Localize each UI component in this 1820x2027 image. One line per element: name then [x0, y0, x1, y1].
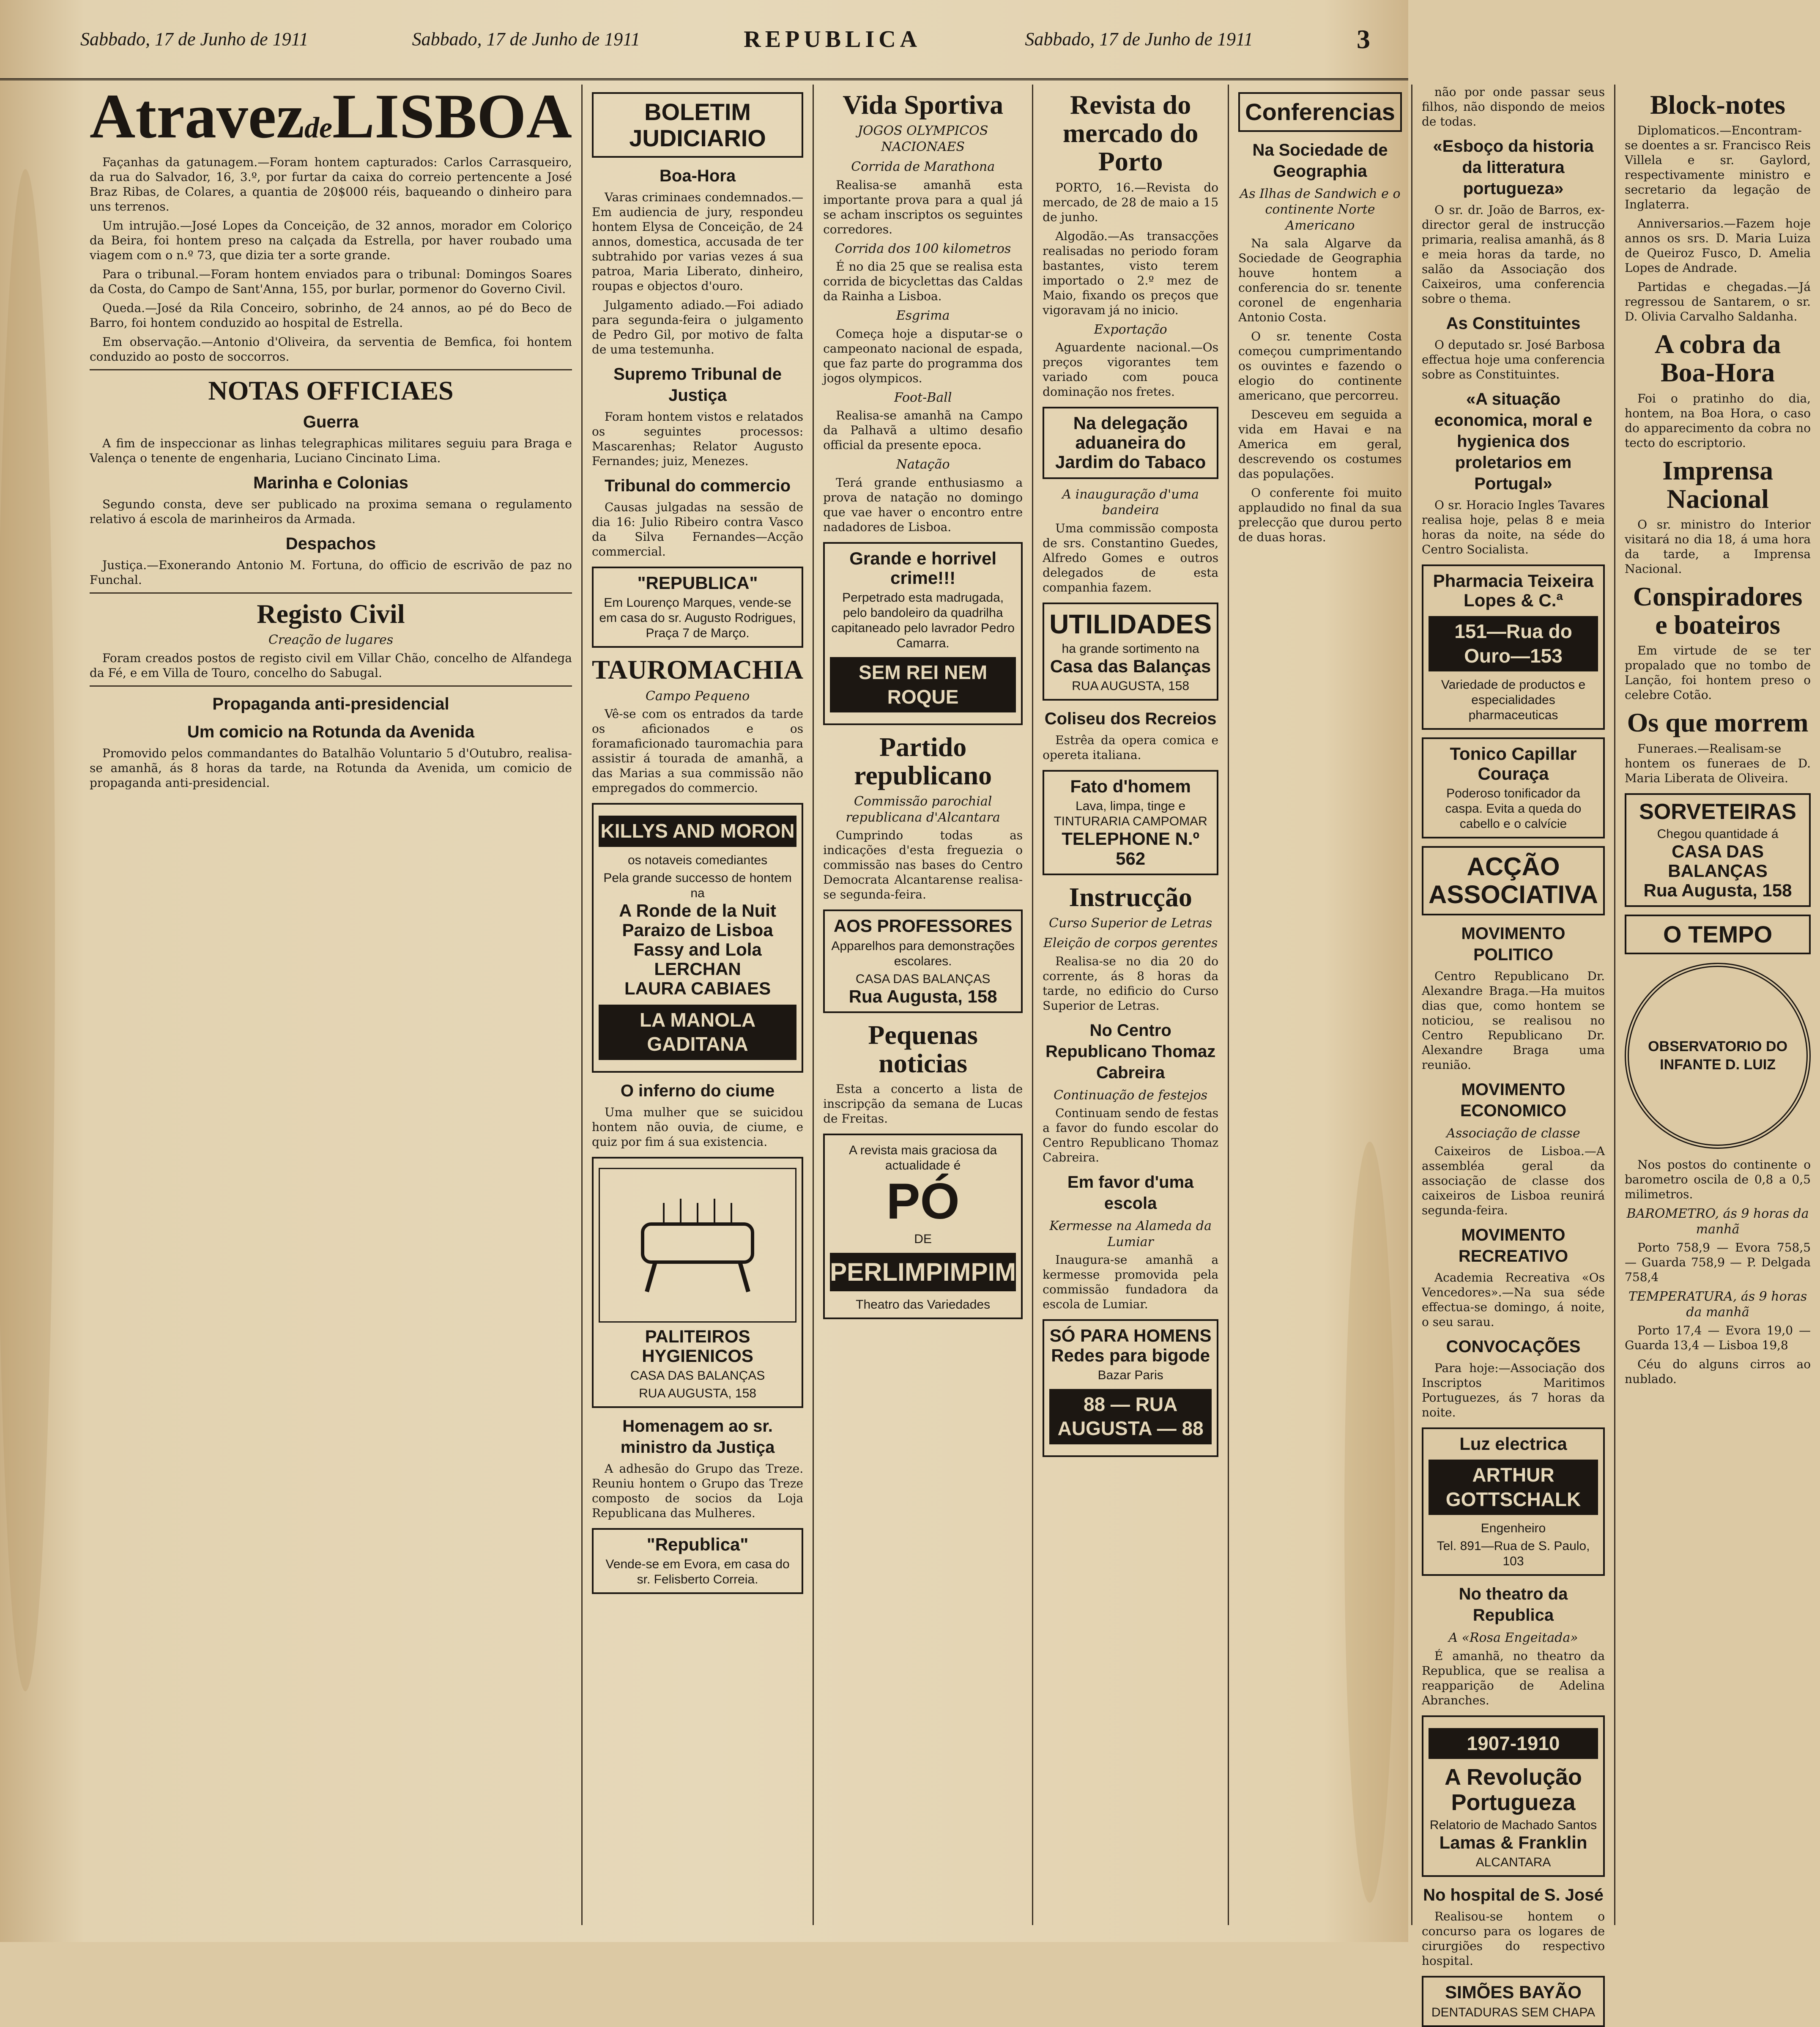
movimento-economico-heading: MOVIMENTO ECONOMICO [1460, 1080, 1567, 1120]
article-paragraph: Centro Republicano Dr. Alexandre Braga.—Ha muitos dias que, como hontem se noticiou, se realisou no Centro Republicano Dr. Alexandre Braga uma reunião. [1421, 969, 1605, 1072]
article-paragraph: Nos postos do continente o barometro oscila de 0,8 a 0,5 milimetros. [1625, 1157, 1811, 1201]
inferno-ciume-heading: O inferno do ciume [620, 1081, 775, 1100]
movimento-politico-heading: MOVIMENTO POLITICO [1461, 924, 1565, 964]
comicio-heading: Um comicio na Rotunda da Avenida [187, 722, 475, 741]
centro-thomaz-cabreira-heading: No Centro Republicano Thomaz Cabreira [1045, 1021, 1216, 1082]
ad-line: LERCHAN [654, 959, 741, 979]
ad-line: KILLYS AND MORON [599, 816, 796, 847]
professores-ad [823, 909, 1023, 1013]
favor-escola-heading: Em favor d'uma escola [1067, 1173, 1194, 1213]
natacao-subheading: Natação [896, 457, 950, 472]
article-paragraph: Estrêa da opera comica e opereta italiana. [1043, 733, 1219, 762]
ad-line: Casa das Balanças [1050, 656, 1211, 677]
o-tempo-box [1625, 915, 1811, 954]
corrida-100km-subheading: Corrida dos 100 kilometros [835, 241, 1011, 256]
article-paragraph: O sr. Horacio Ingles Tavares realisa hoje, pelas 8 e meia horas da noite, na séde do Centro Socialista. [1421, 498, 1605, 556]
sociedade-geographia-subheading: Na Sociedade de Geographia [1252, 140, 1388, 181]
subheading-marinha: Marinha e Colonias [253, 474, 408, 493]
republica-box-title: "REPUBLICA" [637, 573, 758, 593]
article-paragraph: Diplomaticos.—Encontram-se doentes a sr. Francisco Reis Villela e sr. Gaylord, respectivamente ministro e secretario da legação de Inglaterra. [1625, 123, 1811, 212]
ad-line: A Revolução Portugueza [1444, 1764, 1582, 1815]
movimento-recreativo-heading: MOVIMENTO RECREATIVO [1458, 1226, 1568, 1266]
heading-de: de [304, 112, 333, 144]
ad-line: Lava, limpa, tinge e TINTURARIA CAMPOMAR [1054, 799, 1207, 829]
column-1 [80, 81, 583, 1925]
coliseu-heading: Coliseu dos Recreios [1044, 709, 1217, 729]
o-tempo-heading: O TEMPO [1663, 921, 1773, 948]
article-paragraph: Algodão.—As transacções realisadas no periodo foram bastantes, visto terem importado o 2.º mez de Maio, fixando os preços que vigoravam já no inicio. [1043, 229, 1219, 317]
article-paragraph: A adhesão do Grupo das Treze. Reuniu hontem o Grupo das Treze composto de socios da Loja Republicana das Mulheres. [592, 1461, 804, 1520]
subheading-guerra: Guerra [303, 413, 359, 432]
article-paragraph: Justiça.—Exonerando Antonio M. Fortuna, do officio de escrivão de paz no Funchal. [90, 558, 572, 587]
article-paragraph: O sr. ministro do Interior visitará no dia 18, á uma hora da tarde, a Imprensa Nacional. [1625, 517, 1811, 576]
article-paragraph: Varas criminaes condemnados.—Em audiencia de jury, respondeu hontem Elysa de Conceição, de 24 annos, domestica, accusada de ter subtrahido por varias vezes á sua patroa, Maria Liberato, dinheiro, roupas e objectos d'ouro. [592, 190, 804, 293]
convocacoes-heading: CONVOCAÇÕES [1446, 1337, 1581, 1356]
esboco-historia-heading: «Esboço da historia da litteratura portugueza» [1433, 137, 1594, 198]
ad-line: DE [914, 1232, 932, 1246]
ad-line: SORVETEIRAS [1639, 799, 1796, 824]
article-paragraph: Começa hoje a disputar-se o campeonato nacional de espada, que faz parte do programma dos jogos olympicos. [823, 326, 1023, 385]
masthead: REPUBLICA [744, 26, 922, 52]
running-head-center-date: Sabbado, 17 de Junho de 1911 [412, 29, 640, 49]
article-paragraph: O sr. dr. João de Barros, ex-director geral de instrucção primaria, realisa amanhã, ás 8 e meia horas da tarde, no salão da Associação dos Caixeiros, uma conferencia sobre o thema. [1421, 203, 1605, 306]
jogos-olympicos-subheading: JOGOS OLYMPICOS NACIONAES [857, 123, 988, 154]
article-paragraph: Para hoje:—Associação dos Inscriptos Maritimos Portuguezes, ás 7 horas da noite. [1421, 1361, 1605, 1420]
column-6 [1412, 85, 1615, 2019]
article-paragraph: Uma mulher que se suicidou hontem não ouvia, de ciume, e quiz por fim á sua existencia. [592, 1105, 804, 1149]
ad-line: LAURA CABIAES [624, 978, 771, 999]
registo-civil-heading: Registo Civil [257, 599, 405, 629]
article-paragraph: Continuam sendo de festas a favor do fundo escolar do Centro Republicano Thomaz Cabreira. [1043, 1106, 1219, 1165]
conspiradores-heading: Conspiradores e boateiros [1633, 581, 1803, 640]
tribunal-commercio-heading: Tribunal do commercio [605, 477, 791, 496]
ad-line: Engenheiro [1481, 1521, 1546, 1536]
article-paragraph: Uma commissão composta de srs. Constantino Guedes, Alfredo Gomes e outros delegados de esta companhia fazem. [1043, 521, 1219, 594]
ad-line: Relatorio de Machado Santos [1429, 1818, 1597, 1833]
ad-line: Rua Augusta, 158 [848, 986, 997, 1006]
article-paragraph: Promovido pelos commandantes do Batalhão Voluntario 5 d'Outubro, realisa-se amanhã, ás 8 horas da tarde, na Rotunda da Avenida, um comicio de propaganda anti-presidencial. [90, 746, 572, 790]
homenagem-heading: Homenagem ao sr. ministro da Justiça [620, 1416, 775, 1457]
rosa-engeitada-subheading: A «Rosa Engeitada» [1448, 1630, 1578, 1646]
ad-line: SIMÕES BAYÃO [1445, 1982, 1582, 2002]
killys-moron-ad [592, 803, 803, 1072]
boletim-judiciario-box [592, 92, 803, 158]
article-paragraph: Academia Recreativa «Os Vencedores».—Na sua séde effectua-se domingo, á noite, o seu sarau. [1421, 1271, 1605, 1329]
ad-line: Chegou quantidade á [1657, 827, 1779, 841]
ad-line: PERLIMPIMPIM [830, 1253, 1016, 1291]
ad-line: PÓ [886, 1173, 960, 1230]
grande-crime-ad [823, 542, 1023, 725]
divider [90, 685, 572, 687]
article-paragraph: Terá grande enthusiasmo a prova de natação no domingo que vae haver o encontro entre nadadores de Lisboa. [823, 475, 1023, 534]
ad-line: Na delegação aduaneira do Jardim do Tabaco [1055, 413, 1206, 472]
article-paragraph: Caixeiros de Lisboa.—A assembléa geral da associação de classe dos caixeiros de Lisboa reunirá segunda-feira. [1421, 1144, 1605, 1218]
associacao-classe-subheading: Associação de classe [1446, 1126, 1580, 1141]
ad-line: CASA DAS BALANÇAS [630, 1368, 765, 1383]
republica-box-text: Em Lourenço Marques, vende-se em casa do sr. Augusto Rodrigues, Praça 7 de Março. [599, 596, 796, 641]
constituintes-heading: As Constituintes [1446, 314, 1581, 333]
article-paragraph: Porto 17,4 — Evora 19,0 — Guarda 13,4 — Lisboa 19,8 [1625, 1323, 1811, 1352]
article-paragraph: Em virtude de se ter propalado que no tombo de Lanção, foi hontem preso o celebre Cotão. [1625, 644, 1811, 702]
os-que-morrem-heading: Os que morrem [1627, 707, 1809, 738]
tonico-capillar-ad [1422, 737, 1605, 838]
article-paragraph: O sr. tenente Costa começou cumprimentando os ouvintes e fazendo o elogio do continente americano, que percorreu. [1238, 329, 1402, 403]
eleicao-subheading: Eleição de corpos gerentes [1043, 936, 1218, 951]
fato-homem-ad [1043, 770, 1218, 875]
ad-line: Tonico Capillar Couraça [1450, 744, 1577, 783]
ad-line: TELEPHONE N.º 562 [1062, 829, 1199, 868]
ad-line: A revista mais graciosa da actualidade é [849, 1143, 997, 1173]
article-paragraph: A fim de inspeccionar as linhas telegraphicas militares seguiu para Braga e Valença o tenente de engenharia, Luciano Cincinato Lima. [90, 436, 572, 466]
tauromachia-heading: TAUROMACHIA [592, 655, 804, 685]
ilhas-sandwich-subheading: As Ilhas de Sandwich e o continente Norte Americano [1240, 186, 1401, 233]
ad-line: Bazar Paris [1097, 1368, 1163, 1382]
accao-associativa-box [1422, 846, 1605, 915]
kermesse-subheading: Kermesse na Alameda da Lumiar [1049, 1219, 1212, 1249]
ad-line: Perpetrado esta madrugada, pelo bandoleiro da quadrilha capitaneado pelo lavrador Pedro Camarra. [831, 591, 1015, 651]
instruccao-heading: Instrucção [1069, 882, 1192, 912]
article-paragraph: não por onde passar seus filhos, não dispondo de meios de todas. [1421, 85, 1605, 129]
ad-line: Tel. 891—Rua de S. Paulo, 103 [1437, 1539, 1590, 1569]
ad-line: Pela grande successo de hontem na [603, 871, 792, 900]
ad-line: AOS PROFESSORES [833, 916, 1013, 936]
article-paragraph: Para o tribunal.—Foram hontem enviados para o tribunal: Domingos Soares da Costa, do Campo de Sant'Anna, 155, por burlar, pormenor do Governo Civil. [90, 267, 572, 296]
ad-line: CASA DAS BALANÇAS [855, 972, 991, 986]
so-para-homens-ad [1043, 1319, 1218, 1457]
ad-line: Poderoso tonificador da caspa. Evita a queda do cabello e o calvície [1445, 786, 1582, 831]
article-paragraph: Julgamento adiado.—Foi adiado para segunda-feira o julgamento de Pedro Gil, por motivo de falta de uma testemunha. [592, 298, 804, 357]
ad-line: Rua Augusta, 158 [1643, 880, 1792, 901]
republica-sale-box [592, 567, 803, 648]
article-paragraph: Cumprindo todas as indicações d'esta freguezia o commissão nas bases do Centro Democrata Alcantarense realisa-se segunda-feira. [823, 828, 1023, 902]
article-paragraph: Anniversarios.—Fazem hoje annos os srs. D. Maria Luiza de Queiroz Fusco, D. Amelia Lopes de Andrade. [1625, 216, 1811, 275]
ad-line: LA MANOLA GADITANA [599, 1005, 796, 1060]
ad-line: UTILIDADES [1049, 608, 1212, 639]
ad-line: SEM REI NEM ROQUE [830, 657, 1016, 712]
bandeira-subheading: A inauguração d'uma bandeira [1062, 487, 1199, 518]
hospital-sao-jose-heading: No hospital de S. José [1423, 1886, 1604, 1905]
perlimpimpim-ad [823, 1134, 1023, 1319]
ad-line: ha grande sortimento na [1062, 642, 1199, 656]
column-4 [1033, 85, 1229, 1925]
ad-line: A Ronde de la Nuit [619, 900, 776, 920]
foot-ball-subheading: Foot-Ball [894, 390, 952, 405]
sorveteiras-ad [1625, 793, 1811, 907]
article-paragraph: Partidas e chegadas.—Já regressou de Santarem, o sr. D. Olivia Carvalho Saldanha. [1625, 280, 1811, 324]
article-paragraph: Realisa-se no dia 20 do corrente, ás 8 horas da tarde, no edificio do Curso Superior de Letras. [1043, 954, 1219, 1013]
column-3 [814, 85, 1033, 1925]
utilidades-ad [1043, 603, 1218, 701]
festejos-subheading: Continuação de festejos [1054, 1087, 1208, 1103]
atravez-de-lisboa-heading [90, 81, 572, 151]
exportacao-subheading: Exportação [1094, 322, 1167, 337]
running-head-right-date: Sabbado, 17 de Junho de 1911 [1025, 29, 1253, 49]
ad-line: Grande e horrivel crime!!! [849, 548, 997, 588]
pharmacia-ad [1422, 564, 1605, 730]
simoes-bayao-ad [1422, 1976, 1605, 2027]
article-paragraph: Façanhas da gatunagem.—Foram hontem capturados: Carlos Carrasqueiro, da rua do Salvador, 16, 3.º, por furtar da caixa do correio pertencente a José Braz Ribas, de Colares, a quantia de 20$000 réis, baqueando o dinheiro para uns terrenos. [90, 155, 572, 214]
heading-lisboa: LISBOA [332, 81, 572, 151]
notas-officiaes-heading: NOTAS OFFICIAES [208, 375, 454, 405]
article-paragraph: Foram creados postos de registo civil em Villar Chão, concelho de Alfandega da Fé, e em Villa de Touro, concelho do Sabugal. [90, 651, 572, 680]
commissao-alcantara-subheading: Commissão parochial republicana d'Alcantara [846, 794, 1000, 825]
heading-atravez: Atravez [90, 81, 305, 151]
article-paragraph: Queda.—José da Rila Conceiro, sobrinho, de 24 annos, ao pé do Beco de Barro, foi hontem conduzido ao hospital de Estrella. [90, 301, 572, 330]
article-paragraph: PORTO, 16.—Revista do mercado, de 28 de maio a 15 de junho. [1043, 180, 1219, 224]
ad-line: Variedade de productos e especialidades pharmaceuticas [1441, 678, 1586, 723]
ad-line: Fato d'homem [1070, 776, 1191, 797]
imprensa-nacional-heading: Imprensa Nacional [1662, 455, 1773, 514]
column-2 [583, 85, 814, 1925]
article-paragraph: Vê-se com os entrados da tarde os aficionados e os foramaficionado tauromachia para assistir á tourada de amanhã, a das Marias a sua commissão não empregados do commercio. [592, 707, 804, 795]
delegacao-aduaneira-box [1043, 407, 1218, 479]
article-paragraph: É no dia 25 que se realisa esta corrida de bicyclettas das Caldas da Rainha a Lisboa. [823, 260, 1023, 304]
subheading-despachos: Despachos [285, 534, 376, 553]
luz-electrica-ad [1422, 1427, 1605, 1576]
article-paragraph: É amanhã, no theatro da Republica, que se realisa a reapparição de Adelina Abranches. [1421, 1649, 1605, 1707]
revista-mercado-heading: Revista do mercado do Porto [1062, 90, 1199, 177]
partido-republicano-heading: Partido republicano [854, 732, 992, 791]
republica-evora-box [592, 1528, 803, 1594]
ad-line: 1907-1910 [1429, 1728, 1598, 1759]
observatorio-seal-icon [1625, 963, 1811, 1149]
barometro-heading: BAROMETRO, ás 9 horas da manhã [1626, 1206, 1809, 1237]
revolucao-portugueza-ad [1422, 1715, 1605, 1877]
observatorio-seal-text: OBSERVATORIO DO INFANTE D. LUIZ [1648, 1038, 1788, 1073]
ad-line: ARTHUR GOTTSCHALK [1429, 1460, 1598, 1515]
article-paragraph: Na sala Algarve da Sociedade de Geographia houve hontem a conferencia do sr. tenente coronel de engenharia Antonio Costa. [1238, 236, 1402, 325]
ad-line: Redes para bigode [1051, 1345, 1210, 1365]
paliteiros-ad [592, 1157, 803, 1408]
ad-line: Pharmacia Teixeira Lopes & C.ª [1433, 571, 1594, 611]
ad-line: SÓ PARA HOMENS [1049, 1326, 1212, 1346]
running-head-left-date: Sabbado, 17 de Junho de 1911 [80, 29, 309, 49]
ad-line: Luz electrica [1459, 1434, 1567, 1454]
article-paragraph: Funeraes.—Realisam-se hontem os funeraes de D. Maria Liberata de Oliveira. [1625, 741, 1811, 785]
republica-box-text: Vende-se em Evora, em casa do sr. Felisberto Correia. [605, 1557, 790, 1587]
republica-box-title: "Republica" [646, 1534, 749, 1554]
ad-line: ALCANTARA [1475, 1855, 1551, 1870]
ad-line: PALITEIROS HYGIENICOS [642, 1326, 753, 1366]
ad-line: Fassy and Lola [633, 939, 762, 959]
article-paragraph: Em observação.—Antonio d'Oliveira, da serventia de Bemfica, foi hontem conduzido ao posto de soccorros. [90, 335, 572, 364]
article-paragraph: Céu do alguns cirros ao nublado. [1625, 1357, 1811, 1386]
conferencias-box [1238, 92, 1402, 132]
situacao-economica-heading: «A situação economica, moral e hygienica dos proletarios em Portugal» [1434, 390, 1593, 493]
boletim-judiciario-heading: BOLETIM JUDICIARIO [629, 99, 766, 151]
curso-superior-subheading: Curso Superior de Letras [1049, 915, 1212, 931]
temperatura-heading: TEMPERATURA, ás 9 horas da manhã [1628, 1289, 1807, 1320]
propaganda-heading: Propaganda anti-presidencial [212, 694, 449, 713]
article-paragraph: Desceveu em seguida a vida em Havai e na America em geral, descrevendo os costumes das populações. [1238, 408, 1402, 481]
ad-line: os notaveis comediantes [627, 853, 768, 867]
boa-hora-subheading: Boa-Hora [660, 167, 736, 186]
article-paragraph: Aguardente nacional.—Os preços vigorantes tem variado com pouca dominação nos fretes. [1043, 340, 1219, 399]
ad-line: 151—Rua do Ouro—153 [1429, 616, 1598, 671]
divider [90, 369, 572, 370]
article-paragraph: Realisou-se hontem o concurso para os logares de cirurgiões do respectivo hospital. [1421, 1909, 1605, 1968]
article-paragraph: Um intrujão.—José Lopes da Conceição, de 32 annos, morador em Coloriço da Beira, foi hontem preso na calçada da Estrella, por haver roubado uma viagem com o n.º 73, que dizia ter a sorte grande. [90, 219, 572, 262]
vida-sportiva-heading: Vida Sportiva [843, 90, 1004, 120]
article-paragraph: Foram hontem vistos e relatados os seguintes processos: Mascarenhas; Relator Augusto Fernandes; juiz, Menezes. [592, 410, 804, 468]
article-paragraph: Esta a concerto a lista de inscripção da semana de Lucas de Freitas. [823, 1082, 1023, 1126]
ad-line: RUA AUGUSTA, 158 [1072, 679, 1190, 693]
pequenas-noticias-heading: Pequenas noticias [868, 1019, 978, 1078]
ad-line: Paraizo de Lisboa [622, 920, 773, 940]
article-paragraph: Causas julgadas na sessão de dia 16: Julio Ribeiro contra Vasco da Silva Fernandes—Acção commercial. [592, 500, 804, 559]
ad-line: 88 — RUA AUGUSTA — 88 [1049, 1389, 1212, 1444]
divider [90, 592, 572, 594]
supremo-tribunal-heading: Supremo Tribunal de Justiça [613, 365, 782, 405]
ad-line: CASA DAS BALANÇAS [1668, 841, 1768, 881]
marathona-subheading: Corrida de Marathona [851, 159, 995, 175]
conferencias-heading: Conferencias [1245, 99, 1395, 125]
article-paragraph: O conferente foi muito applaudido no final da sua prelecção que durou perto de duas horas. [1238, 486, 1402, 545]
paliteiro-illustration-icon [599, 1168, 796, 1323]
article-paragraph: O deputado sr. José Barbosa effectua hoje uma conferencia sobre as Constituintes. [1421, 338, 1605, 381]
running-head [0, 0, 1408, 80]
column-7 [1615, 85, 1820, 1925]
registo-civil-subheading: Creação de lugares [268, 633, 394, 648]
column-5 [1229, 85, 1412, 1925]
columns [80, 81, 1811, 2019]
ad-line: Apparelhos para demonstrações escolares. [831, 939, 1015, 968]
page-number: 3 [1357, 24, 1370, 54]
article-paragraph: Realisa-se amanhã esta importante prova para a qual já se acham inscriptos os seguintes corredores. [823, 178, 1023, 236]
accao-associativa-heading: ACÇÃO ASSOCIATIVA [1428, 852, 1598, 909]
ad-line: DENTADURAS SEM CHAPA [1431, 2005, 1596, 2019]
ad-line: Lamas & Franklin [1439, 1833, 1587, 1853]
article-paragraph: Foi o pratinho do dia, hontem, na Boa Hora, o caso do apparecimento da cobra no tecto do escriptorio. [1625, 391, 1811, 450]
theatro-republica-heading: No theatro da Republica [1459, 1585, 1568, 1625]
article-paragraph: Porto 758,9 — Evora 758,5 — Guarda 758,9 — P. Delgada 758,4 [1625, 1240, 1811, 1284]
article-paragraph: Inaugura-se amanhã a kermesse promovida pela commissão fundadora da escola de Lumiar. [1043, 1253, 1219, 1312]
ad-line: Theatro das Variedades [856, 1298, 991, 1312]
esgrima-subheading: Esgrima [896, 308, 950, 323]
block-notes-heading: Block-notes [1650, 90, 1786, 120]
article-paragraph: Realisa-se amanhã na Campo da Palhavã a ultimo desafio official da presente epoca. [823, 408, 1023, 452]
ad-line: RUA AUGUSTA, 158 [639, 1386, 756, 1400]
cobra-boa-hora-heading: A cobra da Boa-Hora [1654, 329, 1781, 388]
campo-pequeno-subheading: Campo Pequeno [645, 688, 750, 704]
article-paragraph: Segundo consta, deve ser publicado na proxima semana o regulamento relativo á escola de marinheiros da Armada. [90, 497, 572, 526]
